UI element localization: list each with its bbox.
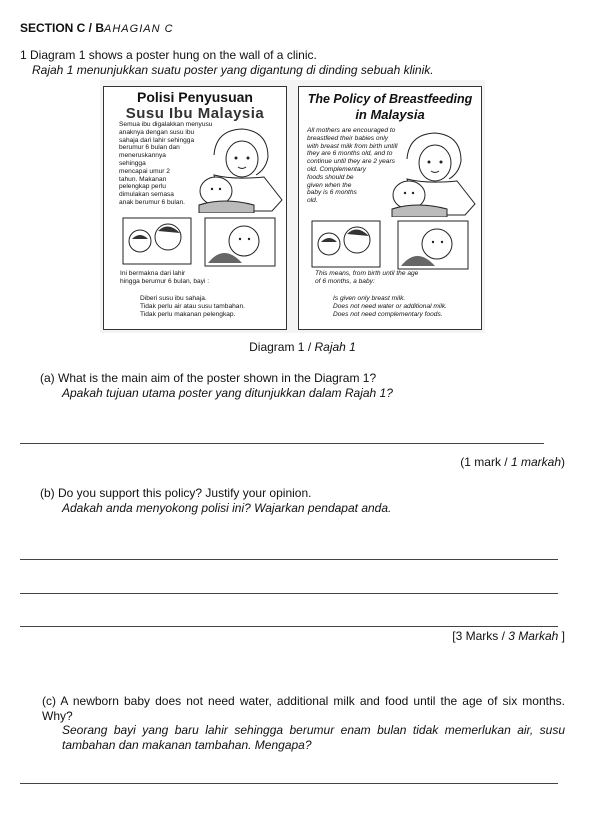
poster-left-footer: Ini bermakna dari lahir hingga berumur 6 bulan, bayi :	[120, 270, 210, 285]
question-1-malay: Rajah 1 menunjukkan suatu poster yang digantung di dinding sebuah klinik.	[32, 63, 434, 77]
part-a-malay: Apakah tujuan utama poster yang ditunjukkan dalam Rajah 1?	[62, 386, 393, 400]
poster-left-title: Polisi Penyusuan	[137, 89, 253, 105]
part-b-malay: Adakah anda menyokong polisi ini? Wajarkan pendapat anda.	[62, 501, 392, 515]
poster-panel-english	[298, 86, 482, 330]
part-c-question: (c) A newborn baby does not need water, additional milk and food until the age of six months. Why?	[42, 694, 565, 723]
poster-right-footer: This means, from birth until the age of 6 months, a baby:	[315, 270, 419, 285]
poster-right-title: The Policy of Breastfeeding	[307, 92, 473, 106]
poster-right-subtitle: in Malaysia	[355, 107, 425, 122]
part-b-marks: [3 Marks / 3 Markah ]	[452, 629, 565, 643]
answer-line-a1[interactable]	[20, 443, 544, 444]
part-a-marks: (1 mark / 1 markah)	[460, 455, 565, 469]
part-c-malay: Seorang bayi yang baru lahir sehingga berumur enam bulan tidak memerlukan air, susu tambahan dan makanan tambahan. Mengapa?	[62, 723, 565, 752]
poster-left-subtitle: Susu Ibu Malaysia	[125, 105, 265, 122]
mother-baby-illustration-english	[385, 129, 479, 217]
baby-photo-4	[397, 220, 469, 270]
poster-right-points: Is given only breast milk. Does not need water or additional milk. Does not need complementary foods.	[333, 295, 447, 318]
baby-photo-1	[122, 217, 192, 265]
answer-line-b2[interactable]	[20, 593, 558, 594]
mother-baby-illustration	[194, 125, 284, 213]
poster-left-points: Diberi susu ibu sahaja. Tidak perlu air atau susu tambahan. Tidak perlu makanan pelengkap.	[140, 295, 245, 318]
section-heading: SECTION C / BAHAGIAN C	[20, 21, 174, 35]
part-b-question: (b) Do you support this policy? Justify your opinion.	[40, 486, 312, 500]
baby-photo-2	[204, 217, 276, 267]
baby-photo-3	[311, 220, 381, 268]
answer-line-c1[interactable]	[20, 783, 558, 784]
poster-right-body: All mothers are encouraged to breastfeed their babies only with breast milk from birth untill they are 6 months old, and to continue until they are 2 years old. Complementary foods should be given when the baby is 6 months old.	[307, 127, 398, 205]
poster-panel-malay	[103, 86, 287, 330]
diagram-caption: Diagram 1 / Rajah 1	[249, 340, 356, 354]
question-1-text: 1 Diagram 1 shows a poster hung on the wall of a clinic.	[20, 48, 317, 62]
part-a-question: (a) What is the main aim of the poster shown in the Diagram 1?	[40, 371, 377, 385]
poster-left-body: Semua ibu digalakkan menyusu anaknya dengan susu ibu sahaja dari lahir sehingga berumur 6 bulan dan meneruskannya sehingga mencapai umur 2 tahun. Makanan pelengkap perlu dimulakan semasa anak berumur 6 bulan.	[119, 121, 213, 206]
answer-line-b3[interactable]	[20, 626, 558, 627]
poster-diagram	[100, 80, 485, 333]
answer-line-b1[interactable]	[20, 559, 558, 560]
